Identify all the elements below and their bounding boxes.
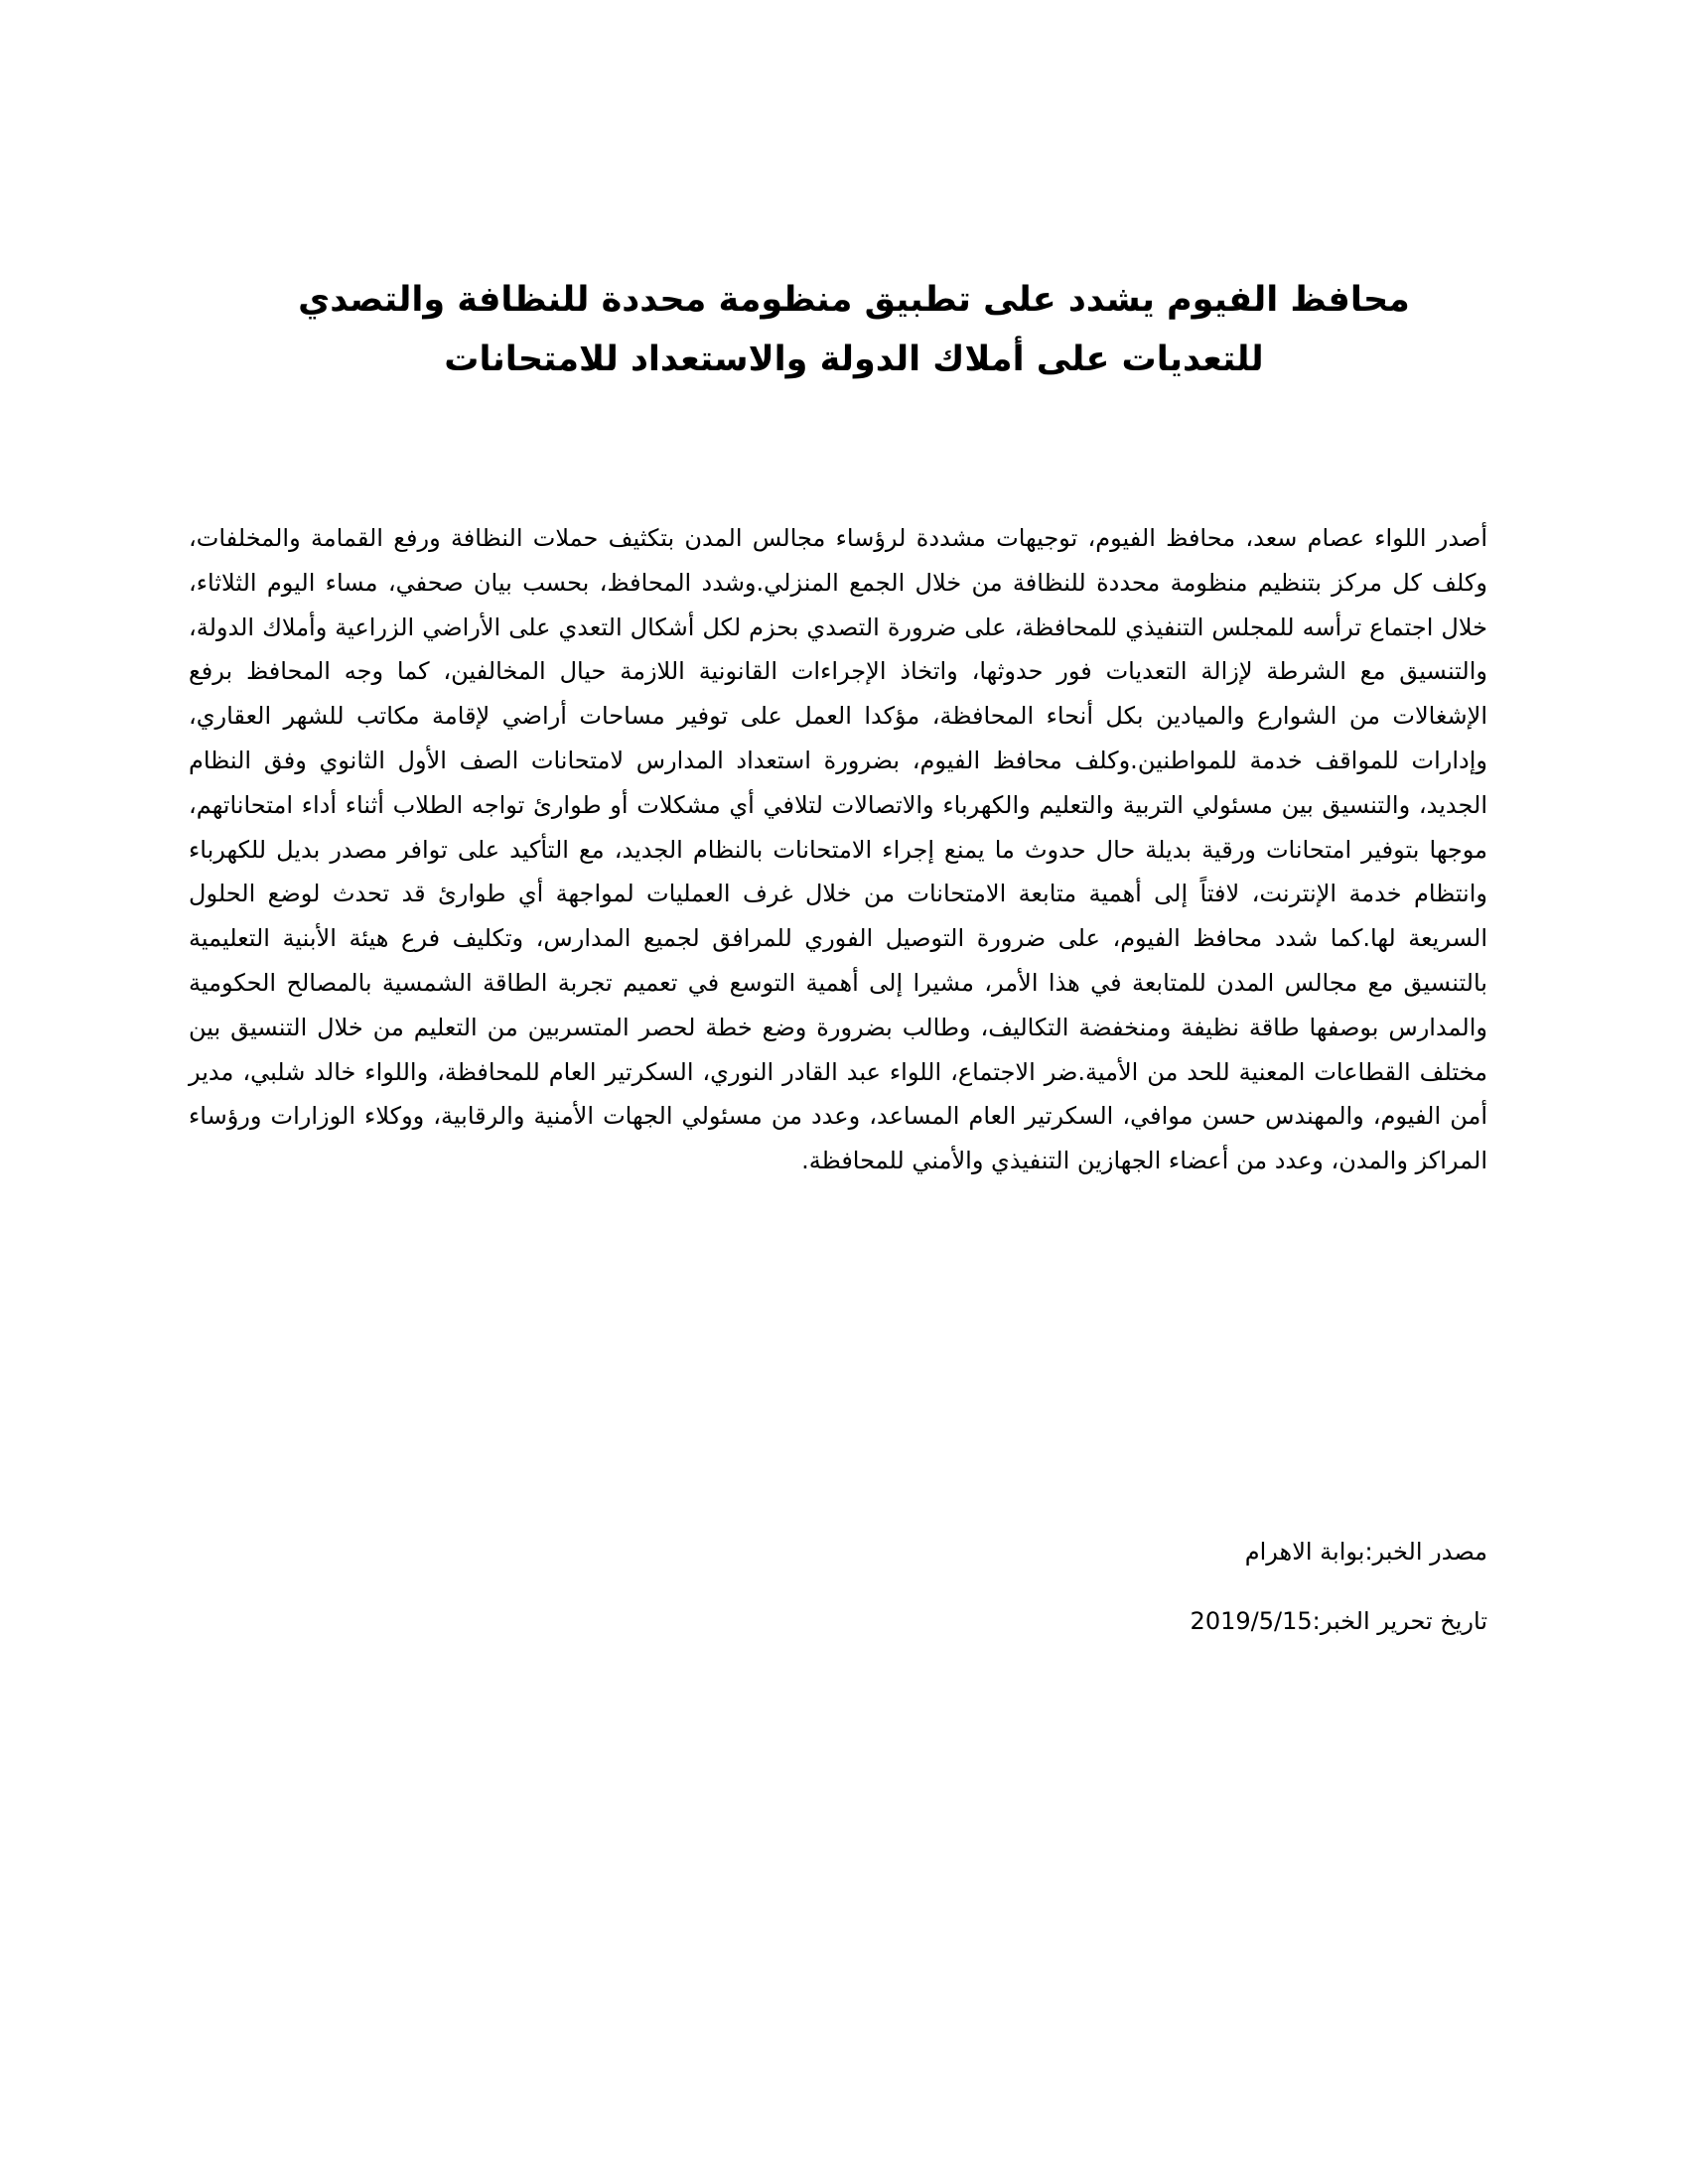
article-title: محافظ الفيوم يشدد على تطبيق منظومة محددة للنظافة والتصدي للتعديات على أملاك الدولة والاستعداد للامتحانات: [298, 280, 1410, 379]
publication-date: تاريخ تحرير الخبر:2019/5/15: [1190, 1607, 1487, 1635]
article-body: أصدر اللواء عصام سعد، محافظ الفيوم، توجيهات مشددة لرؤساء مجالس المدن بتكثيف حملات النظافة ورفع القمامة والمخلفات، وكلف كل مركز بتنظيم منظومة محددة للنظافة من خلال الجمع المنزلي.وشدد المحافظ، بحسب بيان صحفي، مساء اليوم الثلاثاء، خلال اجتماع ترأسه للمجلس التنفيذي للمحافظة، على ضرورة التصدي بحزم لكل أشكال التعدي على الأراضي الزراعية وأملاك الدولة، والتنسيق مع الشرطة لإزالة التعديات فور حدوثها، واتخاذ الإجراءات القانونية اللازمة حيال المخالفين، كما وجه المحافظ برفع الإشغالات من الشوارع والميادين بكل أنحاء المحافظة، مؤكدا العمل على توفير مساحات أراضي لإقامة مكاتب للشهر العقاري، وإدارات للمواقف خدمة للمواطنين.وكلف محافظ الفيوم، بضرورة استعداد المدارس لامتحانات الصف الأول الثانوي وفق النظام الجديد، والتنسيق بين مسئولي التربية والتعليم والكهرباء والاتصالات لتلافي أي مشكلات أو طوارئ تواجه الطلاب أثناء أداء امتحاناتهم، موجها بتوفير امتحانات ورقية بديلة حال حدوث ما يمنع إجراء الامتحانات بالنظام الجديد، مع التأكيد على توافر مصدر بديل للكهرباء وانتظام خدمة الإنترنت، لافتاً إلى أهمية متابعة الامتحانات من خلال غرف العمليات لمواجهة أي طوارئ قد تحدث لوضع الحلول السريعة لها.كما شدد محافظ الفيوم، على ضرورة التوصيل الفوري للمرافق لجميع المدارس، وتكليف فرع هيئة الأبنية التعليمية بالتنسيق مع مجالس المدن للمتابعة في هذا الأمر، مشيرا إلى أهمية التوسع في تعميم تجربة الطاقة الشمسية بالمصالح الحكومية والمدارس بوصفها طاقة نظيفة ومنخفضة التكاليف، وطالب بضرورة وضع خطة لحصر المتسربين من التعليم من خلال التنسيق بين مختلف القطاعات المعنية للحد من الأمية.ضر الاجتماع، اللواء عبد القادر النوري، السكرتير العام للمحافظة، واللواء خالد شلبي، مدير أمن الفيوم، والمهندس حسن موافي، السكرتير العام المساعد، وعدد من مسئولي الجهات الأمنية والرقابية، ووكلاء الوزارات ورؤساء المراكز والمدن، وعدد من أعضاء الجهازين التنفيذي والأمني للمحافظة.: [189, 524, 1487, 1175]
news-source: مصدر الخبر:بوابة الاهرام: [1244, 1538, 1487, 1566]
